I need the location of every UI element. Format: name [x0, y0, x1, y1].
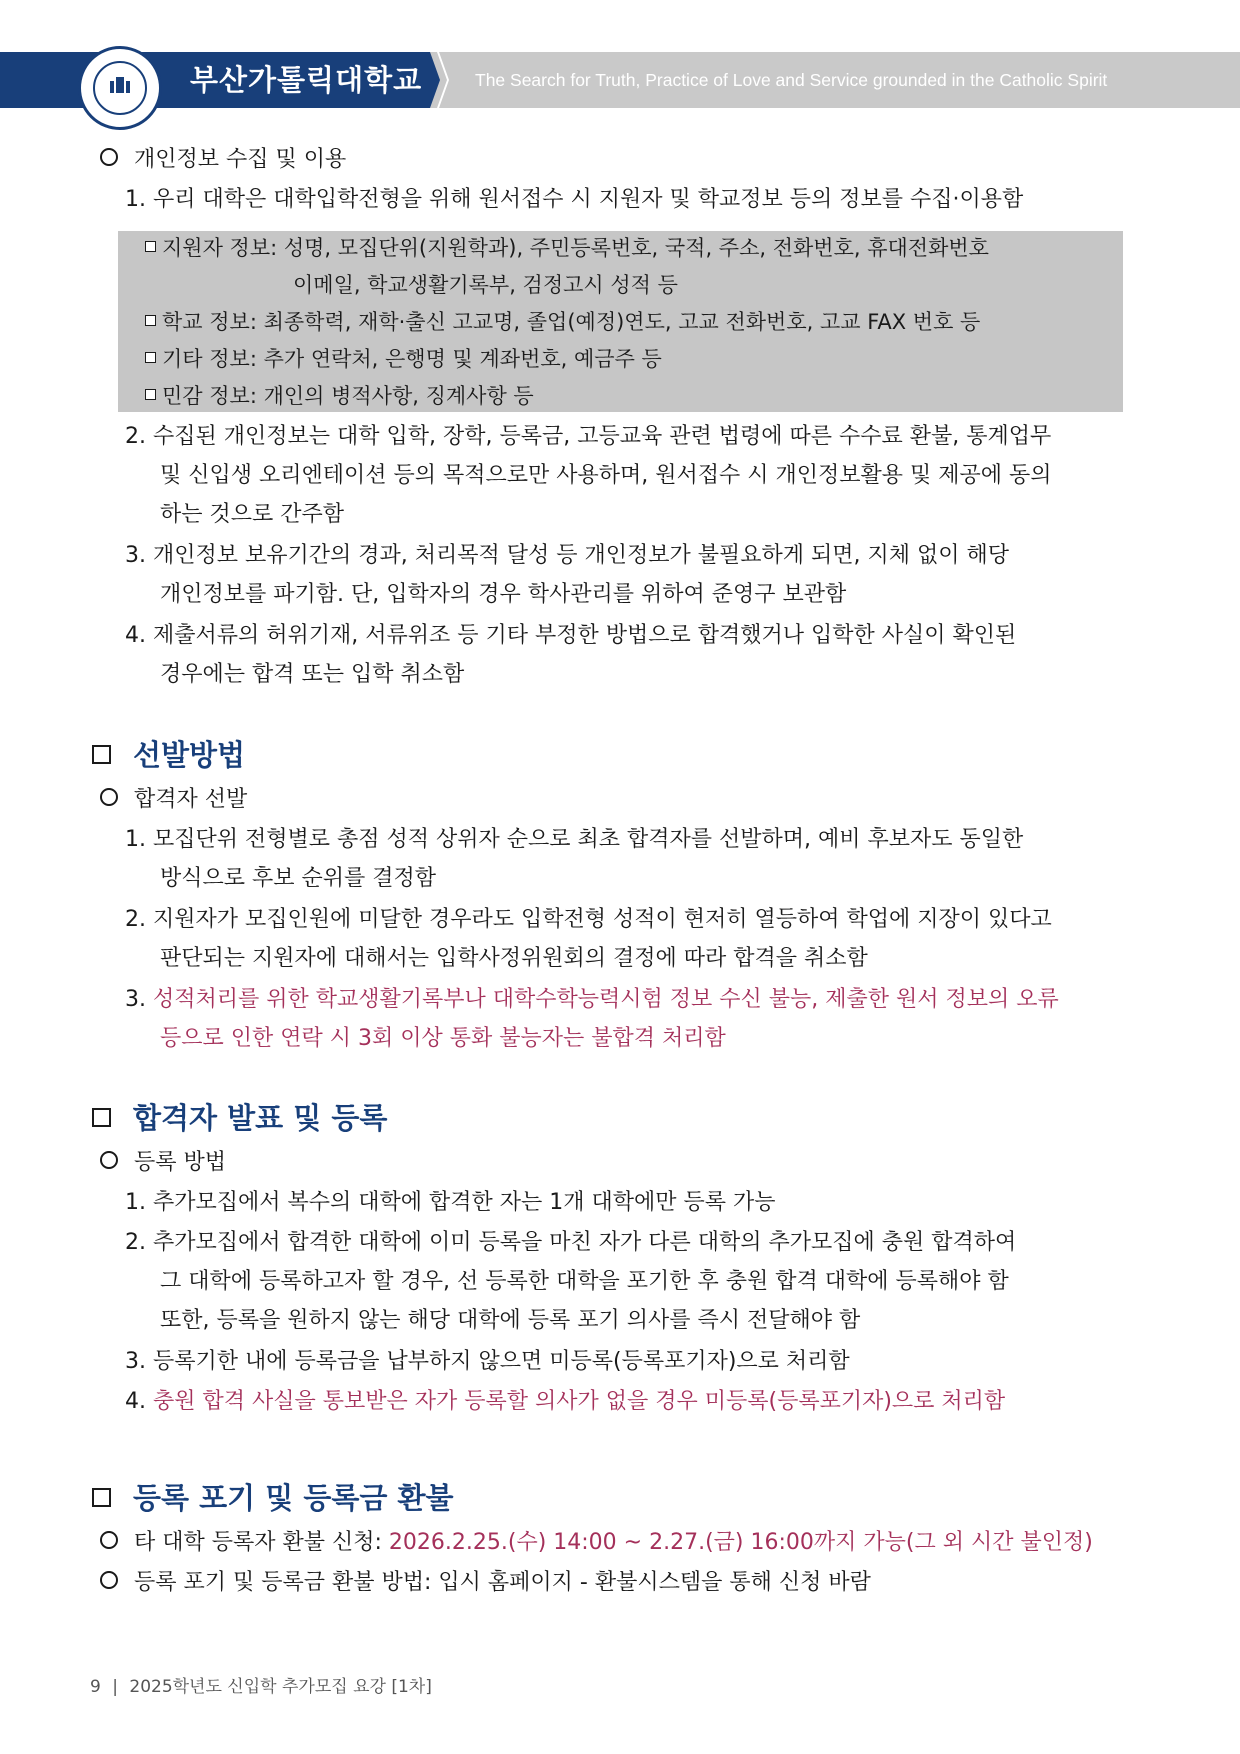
circle-bullet-icon — [100, 1151, 118, 1169]
registration-item-3: 3. 등록기한 내에 등록금을 납부하지 않으면 미등록(등록포기자)으로 처리함 — [125, 1349, 850, 1374]
registration-item-4: 4. 충원 합격 사실을 통보받은 자가 등록할 의사가 없을 경우 미등록(등록포기자)으로 처리함 — [125, 1389, 1006, 1414]
registration-item-2-cont2: 또한, 등록을 원하지 않는 해당 대학에 등록 포기 의사를 즉시 전달해야 함 — [160, 1308, 861, 1333]
circle-bullet-icon — [100, 1571, 118, 1589]
registration-heading: 등록 방법 — [100, 1148, 226, 1178]
refund-method: 등록 포기 및 등록금 환불 방법: 입시 홈페이지 - 환불시스템을 통해 신청 바람 — [100, 1568, 871, 1598]
selection-heading: 합격자 선발 — [100, 785, 247, 815]
circle-bullet-icon — [100, 1531, 118, 1549]
footer-title: 2025학년도 신입학 추가모집 요강 [1차] — [129, 1677, 432, 1697]
section-title-refund: 등록 포기 및 등록금 환불 — [92, 1478, 454, 1518]
privacy-item-3-cont: 개인정보를 파기함. 단, 입학자의 경우 학사관리를 위하여 준영구 보관함 — [160, 582, 847, 607]
university-motto: The Search for Truth, Practice of Love and Service grounded in the Catholic Spirit — [475, 70, 1108, 90]
selection-item-3-cont: 등으로 인한 연락 시 3회 이상 통화 불능자는 불합격 처리함 — [160, 1026, 726, 1051]
university-name: 부산가톨릭대학교 — [190, 63, 423, 97]
page-number: 9 — [90, 1677, 101, 1697]
box-line-sensitive: 민감 정보: 개인의 병적사항, 징계사항 등 — [145, 381, 534, 411]
university-seal-logo — [78, 46, 162, 130]
privacy-heading: 개인정보 수집 및 이용 — [100, 145, 346, 175]
selection-item-2: 2. 지원자가 모집인원에 미달한 경우라도 입학전형 성적이 현저히 열등하여 학업에 지장이 있다고 — [125, 907, 1052, 932]
section-title-selection: 선발방법 — [92, 735, 245, 775]
selection-item-2-cont: 판단되는 지원자에 대해서는 입학사정위원회의 결정에 따라 합격을 취소함 — [160, 946, 868, 971]
box-line-applicant-cont: 이메일, 학교생활기록부, 검정고시 성적 등 — [293, 273, 678, 297]
selection-item-1: 1. 모집단위 전형별로 총점 성적 상위자 순으로 최초 합격자를 선발하며, 예비 후보자도 동일한 — [125, 827, 1024, 852]
circle-bullet-icon — [100, 788, 118, 806]
privacy-item-4: 4. 제출서류의 허위기재, 서류위조 등 기타 부정한 방법으로 합격했거나 입학한 사실이 확인된 — [125, 623, 1017, 648]
privacy-item-3: 3. 개인정보 보유기간의 경과, 처리목적 달성 등 개인정보가 불필요하게 되면, 지체 없이 해당 — [125, 543, 1009, 568]
square-bullet-icon — [145, 389, 156, 400]
privacy-item-2-cont: 및 신입생 오리엔테이션 등의 목적으로만 사용하며, 원서접수 시 개인정보활용 및 제공에 동의 — [160, 463, 1052, 488]
registration-item-1: 1. 추가모집에서 복수의 대학에 합격한 자는 1개 대학에만 등록 가능 — [125, 1190, 776, 1215]
privacy-item-1: 1. 우리 대학은 대학입학전형을 위해 원서접수 시 지원자 및 학교정보 등의 정보를 수집·이용함 — [125, 187, 1024, 212]
selection-item-3: 3. 성적처리를 위한 학교생활기록부나 대학수학능력시험 정보 수신 불능, 제출한 원서 정보의 오류 — [125, 987, 1059, 1012]
page-footer — [90, 1675, 432, 1699]
selection-item-1-cont: 방식으로 후보 순위를 결정함 — [160, 866, 437, 891]
box-line-applicant: 지원자 정보: 성명, 모집단위(지원학과), 주민등록번호, 국적, 주소, 전화번호, 휴대전화번호 — [145, 233, 989, 263]
square-bullet-icon — [92, 1108, 111, 1127]
square-bullet-icon — [145, 315, 156, 326]
square-bullet-icon — [92, 1488, 111, 1507]
registration-item-2-cont: 그 대학에 등록하고자 할 경우, 선 등록한 대학을 포기한 후 충원 합격 대학에 등록해야 함 — [160, 1269, 1009, 1294]
privacy-item-4-cont: 경우에는 합격 또는 입학 취소함 — [160, 662, 465, 687]
building-icon — [108, 75, 132, 93]
registration-item-2: 2. 추가모집에서 합격한 대학에 이미 등록을 마친 자가 다른 대학의 추가모집에 충원 합격하여 — [125, 1230, 1017, 1255]
privacy-item-2-cont2: 하는 것으로 간주함 — [160, 502, 345, 527]
square-bullet-icon — [145, 241, 156, 252]
refund-period: 타 대학 등록자 환불 신청: 2026.2.25.(수) 14:00 ~ 2.27.(금) 16:00까지 가능(그 외 시간 불인정) — [100, 1528, 1093, 1558]
footer-separator: | — [112, 1677, 118, 1697]
privacy-item-2: 2. 수집된 개인정보는 대학 입학, 장학, 등록금, 고등교육 관련 법령에 따른 수수료 환불, 통계업무 — [125, 424, 1052, 449]
box-line-school: 학교 정보: 최종학력, 재학·출신 고교명, 졸업(예정)연도, 고교 전화번호, 고교 FAX 번호 등 — [145, 307, 980, 337]
section-title-announcement: 합격자 발표 및 등록 — [92, 1098, 387, 1138]
square-bullet-icon — [145, 352, 156, 363]
square-bullet-icon — [92, 745, 111, 764]
box-line-other: 기타 정보: 추가 연락처, 은행명 및 계좌번호, 예금주 등 — [145, 344, 662, 374]
circle-bullet-icon — [100, 148, 118, 166]
